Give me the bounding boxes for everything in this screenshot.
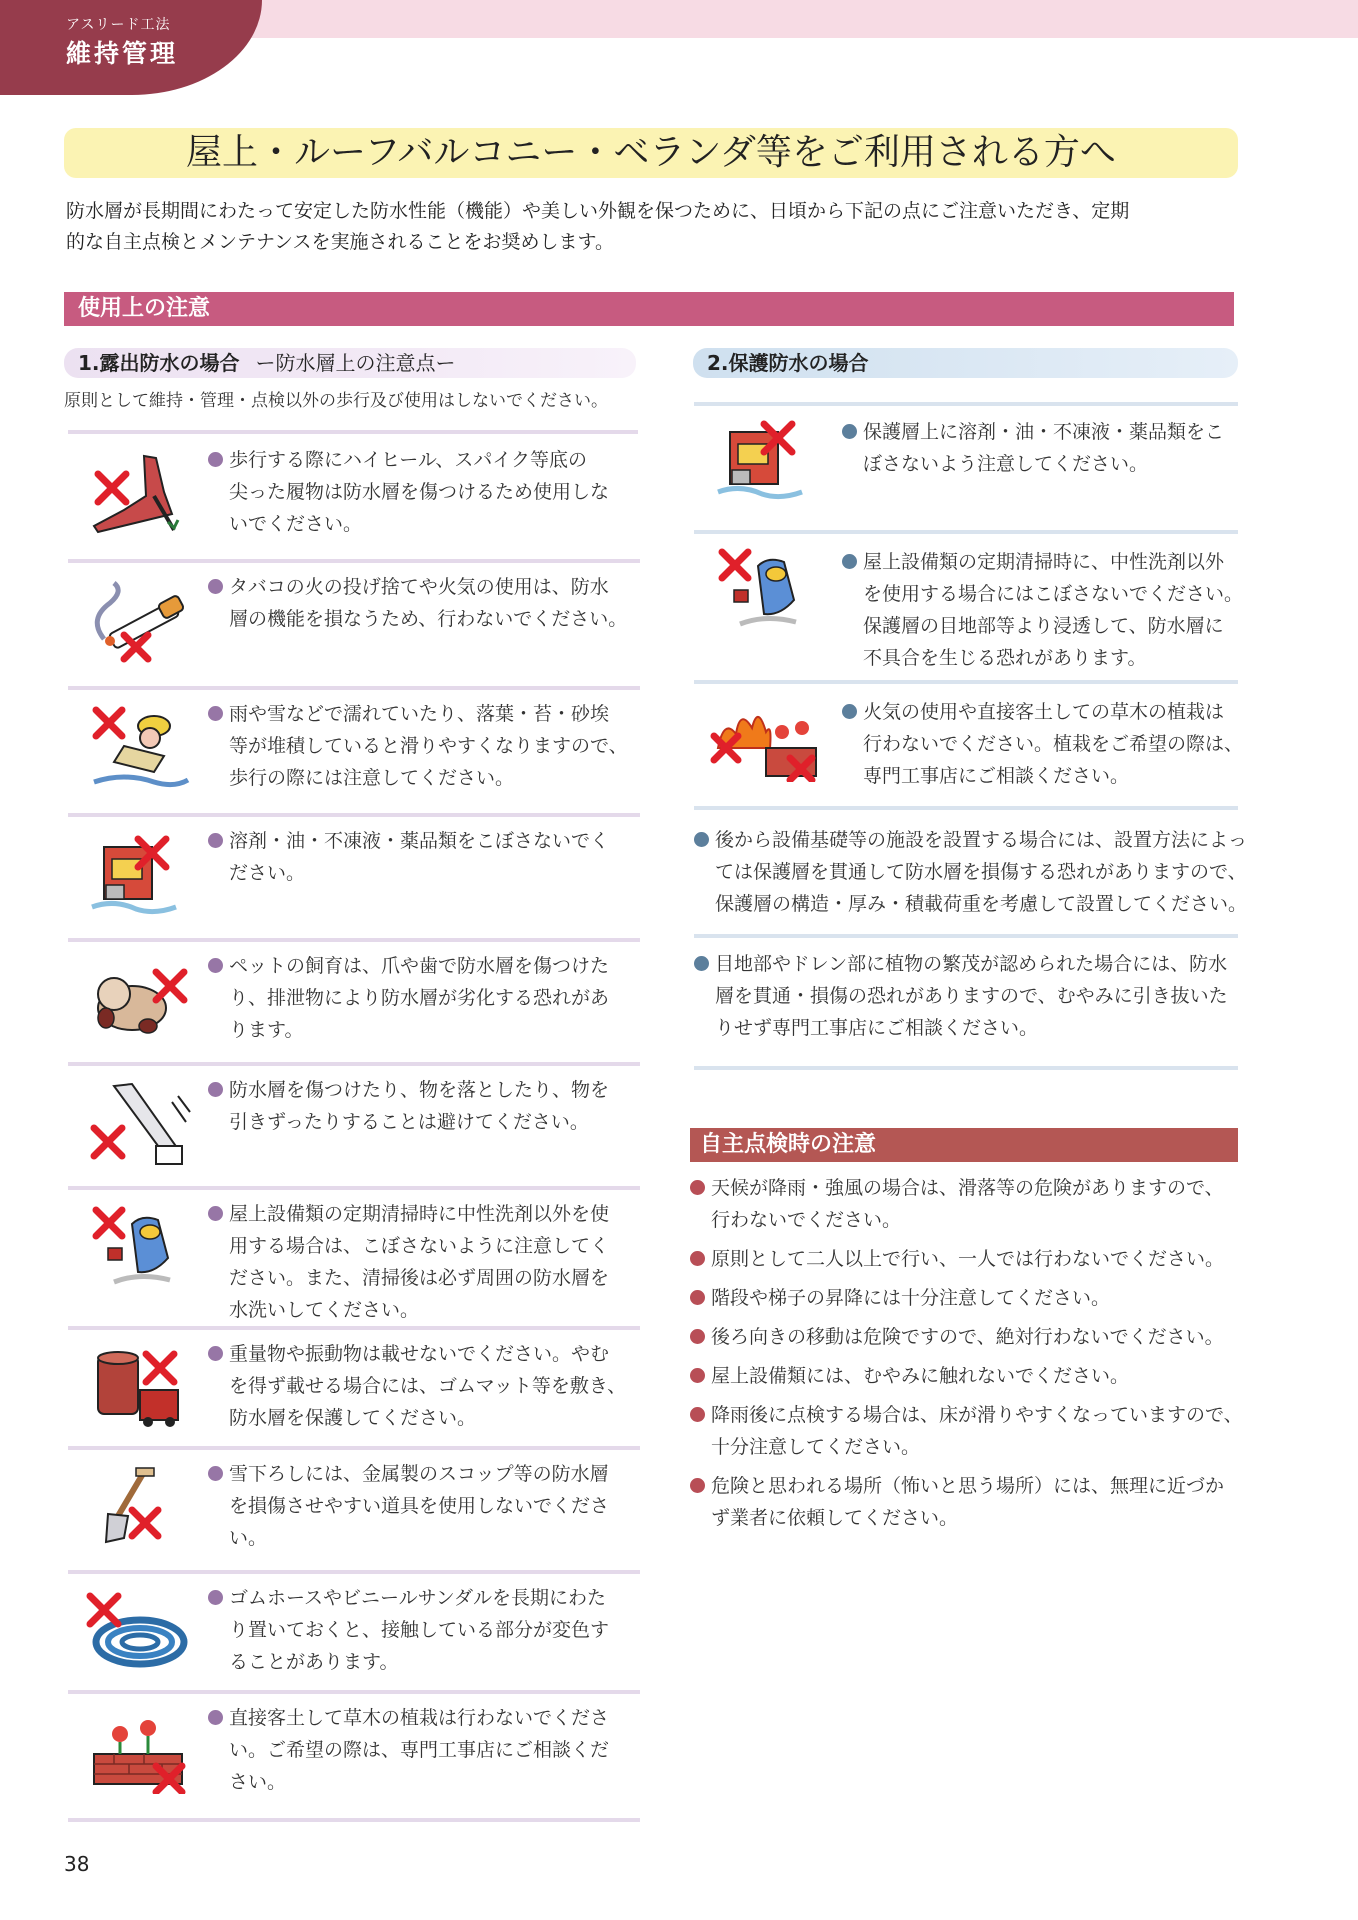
exposed-item xyxy=(68,819,640,944)
protected-heading: 2.保護防水の場合 xyxy=(693,348,1238,378)
page-title: 屋上・ルーフバルコニー・ベランダ等をご利用される方へ xyxy=(64,128,1238,178)
bullet-icon xyxy=(842,704,857,719)
exposed-item-line: 防水層を傷つけたり、物を落としたり、物を xyxy=(229,1079,610,1101)
exposed-item-text xyxy=(208,1338,640,1434)
protected-item-text xyxy=(842,546,1254,674)
exposed-item-line: タバコの火の投げ捨てや火気の使用は、防水 xyxy=(229,576,609,598)
inspection-item xyxy=(690,1470,1250,1534)
inspection-heading: 自主点検時の注意 xyxy=(690,1128,1238,1162)
detergent-bottle-icon xyxy=(710,548,822,634)
exposed-item-text xyxy=(208,444,640,540)
protected-item-line: 不具合を生じる恐れがあります。 xyxy=(863,647,1147,669)
inspection-item-line: 十分注意してください。 xyxy=(711,1436,921,1458)
divider xyxy=(694,806,1238,810)
bullet-icon xyxy=(208,958,223,973)
protected-item-line: 保護層の目地部等より浸透して、防水層に xyxy=(863,615,1224,637)
bullet-icon xyxy=(690,1290,705,1305)
bullet-icon xyxy=(208,1590,223,1605)
protected-item xyxy=(694,540,1254,686)
protected-note-line: 目地部やドレン部に植物の繁茂が認められた場合には、防水 xyxy=(715,953,1228,975)
inspection-item-line: ず業者に依頼してください。 xyxy=(711,1507,959,1529)
exposed-item-line: 尖った履物は防水層を傷つけるため使用しな xyxy=(229,481,610,503)
exposed-item-line: 水洗いしてください。 xyxy=(229,1299,420,1321)
exposed-item-text xyxy=(208,1702,640,1798)
exposed-item xyxy=(68,1332,640,1452)
header-corner xyxy=(0,0,262,95)
usage-section-heading: 使用上の注意 xyxy=(64,292,1234,326)
bullet-icon xyxy=(694,832,709,847)
exposed-item-line: 歩行する際にハイヒール、スパイク等底の xyxy=(229,449,587,471)
exposed-item-line: 屋上設備類の定期清掃時に中性洗剤以外を使 xyxy=(229,1203,610,1225)
protected-note-line: 層を貫通・損傷の恐れがありますので、むやみに引き抜いた xyxy=(715,985,1228,1007)
slipping-worker-icon xyxy=(84,706,194,790)
exposed-item-line: り置いておくと、接触している部分が変色す xyxy=(229,1619,610,1641)
inspection-item xyxy=(690,1321,1250,1353)
exposed-item-line: い。ご希望の際は、専門工事店にご相談くだ xyxy=(229,1739,610,1761)
divider xyxy=(68,1326,640,1330)
exposed-item-line: り、排泄物により防水層が劣化する恐れがあ xyxy=(229,987,610,1009)
exposed-item-line: ださい。また、清掃後は必ず周囲の防水層を xyxy=(229,1267,610,1289)
bullet-icon xyxy=(690,1329,705,1344)
protected-note-line: 後から設備基礎等の施設を設置する場合には、設置方法によっ xyxy=(715,829,1248,851)
exposed-item-text xyxy=(208,825,640,889)
exposed-item-line: 等が堆積していると滑りやすくなりますので、 xyxy=(229,735,628,757)
divider xyxy=(68,1570,640,1574)
divider xyxy=(694,1066,1238,1070)
inspection-item-line: 危険と思われる場所（怖いと思う場所）には、無理に近づか xyxy=(711,1475,1225,1497)
protected-item-line: 保護層上に溶剤・油・不凍液・薬品類をこ xyxy=(863,421,1225,443)
inspection-item-line: 原則として二人以上で行い、一人では行わないでください。 xyxy=(711,1248,1225,1270)
exposed-item-line: いでください。 xyxy=(229,513,363,535)
intro-line: 的な自主点検とメンテナンスを実施されることをお奨めします。 xyxy=(66,231,614,253)
divider xyxy=(694,530,1238,534)
exposed-item-line: 用する場合は、こぼさないように注意してく xyxy=(229,1235,610,1257)
exposed-item-line: ゴムホースやビニールサンダルを長期にわた xyxy=(229,1587,606,1609)
inspection-item-line: 後ろ向きの移動は危険ですので、絶対行わないでください。 xyxy=(711,1326,1224,1348)
protected-note xyxy=(694,948,1254,1044)
intro-line: 防水層が長期間にわたって安定した防水性能（機能）や美しい外観を保つために、日頃から下記の点にご注意いただき、定期 xyxy=(66,200,1130,222)
high-heel-icon xyxy=(84,452,194,536)
exposed-item xyxy=(68,1192,640,1332)
exposed-principle: 原則として維持・管理・点検以外の歩行及び使用はしないでください。 xyxy=(64,391,608,411)
protected-item xyxy=(694,690,1254,812)
inspection-item xyxy=(690,1172,1250,1236)
cigarette-icon xyxy=(84,579,194,663)
bullet-icon xyxy=(690,1180,705,1195)
bullet-icon xyxy=(208,706,223,721)
inspection-item-line: 降雨後に点検する場合は、床が滑りやすくなっていますので、 xyxy=(711,1404,1243,1426)
bullet-icon xyxy=(690,1251,705,1266)
exposed-item-text xyxy=(208,1198,640,1326)
divider xyxy=(68,430,638,434)
bullet-icon xyxy=(690,1407,705,1422)
bullet-icon xyxy=(208,452,223,467)
protected-item-line: 火気の使用や直接客土しての草木の植栽は xyxy=(863,701,1225,723)
exposed-heading xyxy=(64,348,636,378)
inspection-item xyxy=(690,1360,1250,1392)
exposed-item-text xyxy=(208,950,640,1046)
exposed-heading-title: 1.露出防水の場合 xyxy=(78,351,240,375)
inspection-item xyxy=(690,1243,1250,1275)
protected-item-line: を使用する場合にはこぼさないでください。 xyxy=(863,583,1244,605)
detergent-bottle-icon xyxy=(84,1206,194,1290)
shovel-icon xyxy=(84,1466,194,1550)
protected-item-line: 専門工事店にご相談ください。 xyxy=(863,765,1130,787)
bullet-icon xyxy=(208,579,223,594)
exposed-item-line: 層の機能を損なうため、行わないでください。 xyxy=(229,608,628,630)
rubber-hose-icon xyxy=(84,1590,194,1674)
bullet-icon xyxy=(842,424,857,439)
dragged-object-icon xyxy=(84,1082,194,1166)
protected-item-line: ぼさないよう注意してください。 xyxy=(863,453,1149,475)
page-number: 38 xyxy=(64,1852,90,1876)
exposed-item-line: 引きずったりすることは避けてください。 xyxy=(229,1111,589,1133)
exposed-item-line: 防水層を保護してください。 xyxy=(229,1407,477,1429)
bullet-icon xyxy=(208,1346,223,1361)
dog-icon xyxy=(84,958,194,1042)
protected-item-line: 屋上設備類の定期清掃時に、中性洗剤以外 xyxy=(863,551,1225,573)
exposed-item-line: 雪下ろしには、金属製のスコップ等の防水層 xyxy=(229,1463,609,1485)
exposed-item-line: 雨や雪などで濡れていたり、落葉・苔・砂埃 xyxy=(229,703,610,725)
header-title: 維持管理 xyxy=(66,39,179,68)
exposed-item-line: さい。 xyxy=(229,1771,287,1793)
bullet-icon xyxy=(694,956,709,971)
exposed-item-line: ださい。 xyxy=(229,862,306,884)
protected-item-text xyxy=(842,696,1254,792)
exposed-item-line: 歩行の際には注意してください。 xyxy=(229,767,515,789)
heavy-drum-icon xyxy=(84,1346,194,1430)
bullet-icon xyxy=(208,1082,223,1097)
flower-planter-icon xyxy=(84,1710,194,1794)
bullet-icon xyxy=(208,1710,223,1725)
exposed-item-line: い。 xyxy=(229,1527,268,1549)
divider xyxy=(694,680,1238,684)
exposed-item xyxy=(68,1452,640,1576)
protected-note xyxy=(694,824,1254,920)
exposed-item-line: を損傷させやすい道具を使用しないでくださ xyxy=(229,1495,610,1517)
protected-item-text xyxy=(842,416,1254,480)
protected-note-line: ては保護層を貫通して防水層を損傷する恐れがありますので、 xyxy=(715,861,1247,883)
header-subtitle: アスリード工法 xyxy=(66,17,171,33)
exposed-item-text xyxy=(208,1458,640,1554)
divider xyxy=(68,686,640,690)
exposed-item-text xyxy=(208,1074,640,1138)
exposed-item xyxy=(68,692,640,819)
exposed-item xyxy=(68,1576,640,1696)
exposed-item xyxy=(68,565,640,692)
divider xyxy=(68,813,640,817)
exposed-item-line: ることがあります。 xyxy=(229,1651,399,1673)
fire-planter-icon xyxy=(710,698,822,784)
spilled-can-icon xyxy=(710,418,822,504)
divider xyxy=(68,559,640,563)
protected-note-line: りせず専門工事店にご相談ください。 xyxy=(715,1017,1039,1039)
inspection-item xyxy=(690,1399,1250,1463)
exposed-item-line: 直接客土して草木の植栽は行わないでくださ xyxy=(229,1707,610,1729)
protected-item xyxy=(694,410,1254,536)
exposed-item-text xyxy=(208,1582,640,1678)
exposed-item-line: 重量物や振動物は載せないでください。やむ xyxy=(229,1343,610,1365)
inspection-list xyxy=(690,1172,1250,1541)
exposed-item-line: を得ず載せる場合には、ゴムマット等を敷き、 xyxy=(229,1375,627,1397)
divider xyxy=(68,1690,640,1694)
exposed-item xyxy=(68,944,640,1068)
inspection-item-line: 階段や梯子の昇降には十分注意してください。 xyxy=(711,1287,1111,1309)
exposed-item-line: 溶剤・油・不凍液・薬品類をこぼさないでく xyxy=(229,830,610,852)
divider xyxy=(694,402,1238,406)
exposed-item-text xyxy=(208,698,640,794)
bullet-icon xyxy=(208,1466,223,1481)
divider xyxy=(68,1062,640,1066)
bullet-icon xyxy=(842,554,857,569)
protected-item-line: 行わないでください。植栽をご希望の際は、 xyxy=(863,733,1244,755)
inspection-item-line: 行わないでください。 xyxy=(711,1209,902,1231)
inspection-item xyxy=(690,1282,1250,1314)
exposed-item xyxy=(68,1068,640,1192)
divider xyxy=(68,1186,640,1190)
exposed-item-text xyxy=(208,571,640,635)
divider xyxy=(694,934,1238,938)
protected-note-line: 保護層の構造・厚み・積載荷重を考慮して設置してください。 xyxy=(715,893,1248,915)
exposed-item xyxy=(68,438,640,565)
intro-text xyxy=(66,196,1246,258)
divider xyxy=(68,938,640,942)
bullet-icon xyxy=(690,1478,705,1493)
inspection-item-line: 屋上設備類には、むやみに触れないでください。 xyxy=(711,1365,1130,1387)
bullet-icon xyxy=(690,1368,705,1383)
bullet-icon xyxy=(208,833,223,848)
exposed-heading-sub: ー防水層上の注意点ー xyxy=(255,351,456,375)
inspection-item-line: 天候が降雨・強風の場合は、滑落等の危険がありますので、 xyxy=(711,1177,1224,1199)
bullet-icon xyxy=(208,1206,223,1221)
exposed-item-line: ペットの飼育は、爪や歯で防水層を傷つけた xyxy=(229,955,610,977)
divider xyxy=(68,1446,640,1450)
exposed-item-line: ります。 xyxy=(229,1019,304,1041)
spilled-can-icon xyxy=(84,833,194,917)
exposed-item xyxy=(68,1696,640,1824)
divider xyxy=(68,1818,640,1822)
